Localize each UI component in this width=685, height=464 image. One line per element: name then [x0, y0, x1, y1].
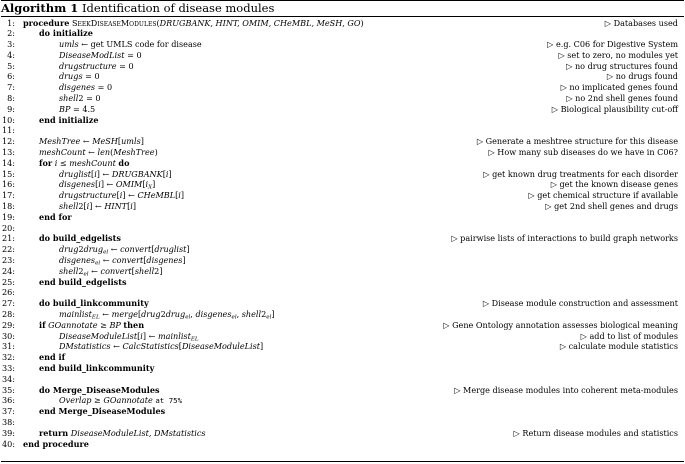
algorithm-line: [1, 223, 684, 234]
line-code: if GOannotate ≥ BP then: [39, 319, 145, 330]
algorithm-box: [1, 0, 684, 462]
algorithm-line: [1, 18, 684, 29]
line-code: end if: [39, 352, 66, 363]
line-number: 26:: [1, 287, 15, 298]
line-code: BP = 4.5: [59, 103, 96, 114]
line-number: 40:: [1, 438, 15, 449]
line-code: disgenes[i] ← $OMIM[i_X]$: [59, 179, 156, 191]
line-number: 28:: [1, 309, 15, 320]
algorithm-line: [1, 309, 684, 320]
caption-title: Identification of disease modules: [81, 1, 275, 15]
line-code: do build_edgelists: [39, 233, 121, 244]
line-code: for i ≤ meshCount do: [39, 157, 130, 168]
line-comment: ▷ get 2nd shell genes and drugs: [545, 201, 678, 212]
line-code: end build_linkcommunity: [39, 363, 155, 373]
line-number: 29:: [1, 319, 15, 330]
algorithm-line: [1, 320, 684, 331]
line-comment: ▷ add to list of modules: [580, 330, 678, 341]
algorithm-line: [1, 115, 684, 126]
line-comment: ▷ no 2nd shell genes found: [566, 93, 678, 104]
line-number: 27:: [1, 298, 15, 309]
line-code: umls ← get UMLS code for disease: [59, 39, 202, 50]
algorithm-line: [1, 212, 684, 223]
line-comment: ▷ get known drug treatments for each disorder: [483, 168, 678, 179]
line-comment: ▷ Disease module construction and assessment: [482, 298, 678, 309]
algorithm-line: [1, 266, 684, 277]
line-number: 15:: [1, 168, 15, 179]
algorithm-line: [1, 39, 684, 50]
line-number: 10:: [1, 114, 15, 125]
line-code: DMstatistics ← CalcStatistics[DiseaseModuleList]: [59, 341, 264, 352]
algorithm-line: [1, 331, 684, 342]
line-comment: ▷ How many sub diseases do we have in C06?: [488, 147, 678, 158]
line-number: 39:: [1, 427, 15, 438]
line-number: 33:: [1, 363, 15, 373]
line-number: 34:: [1, 373, 15, 384]
algorithm-line: [1, 82, 684, 93]
line-code: do build_linkcommunity: [39, 298, 149, 309]
line-code: procedure SeekDiseaseModules(DRUGBANK, HINT, OMIM, CHeMBL, MeSH, GO): [23, 17, 364, 28]
line-number: 7:: [7, 82, 15, 93]
line-number: 24:: [1, 265, 15, 276]
line-code: DiseaseModList = 0: [59, 49, 142, 60]
line-comment: ▷ set to zero, no modules yet: [558, 49, 678, 60]
line-number: 25:: [1, 276, 15, 287]
line-code: $shell2_{el}$ ← convert[shell2]: [59, 265, 163, 278]
line-code: end initialize: [39, 114, 99, 125]
line-code: end Merge_DiseaseModules: [39, 406, 166, 417]
line-number: 30:: [1, 330, 15, 341]
algorithm-line: [1, 439, 684, 450]
algorithm-line: [1, 147, 684, 158]
caption-label: Algorithm 1: [1, 1, 79, 15]
line-code: end for: [39, 211, 72, 222]
line-code: do Merge_DiseaseModules: [39, 384, 160, 395]
line-comment: ▷ Databases used: [604, 17, 678, 28]
algorithm-line: [1, 169, 684, 180]
line-code: drugstructure = 0: [59, 60, 134, 71]
line-number: 1:: [7, 17, 15, 28]
algorithm-line: [1, 417, 684, 428]
algorithm-line: [1, 406, 684, 417]
algorithm-line: [1, 298, 684, 309]
line-number: 19:: [1, 211, 15, 222]
line-number: 14:: [1, 157, 15, 168]
algorithm-line: [1, 61, 684, 72]
line-comment: ▷ no drugs found: [606, 71, 678, 82]
line-comment: ▷ get the known disease genes: [550, 179, 678, 190]
algorithm-lines: [1, 18, 684, 450]
algorithm-line: [1, 190, 684, 201]
line-code: shell2 = 0: [59, 93, 101, 104]
algorithm-line: [1, 385, 684, 396]
line-number: 9:: [7, 103, 15, 114]
line-code: mainlist$_{EL}$ ← merge[drug2drug$_{el}$, disgenes$_{el}$, $shell2_{el}$]: [59, 309, 275, 321]
algorithm-caption: [1, 1, 274, 16]
algorithm-line: [1, 28, 684, 39]
line-number: 13:: [1, 147, 15, 158]
algorithm-line: [1, 104, 684, 115]
algorithm-line: [1, 179, 684, 190]
line-comment: ▷ calculate module statistics: [559, 341, 678, 352]
algorithm-line: [1, 341, 684, 352]
line-number: 17:: [1, 190, 15, 201]
algorithm-line: [1, 395, 684, 406]
line-comment: ▷ Gene Ontology annotation assesses biological meaning: [443, 319, 678, 330]
line-number: 20:: [1, 222, 15, 233]
line-number: 22:: [1, 244, 15, 255]
line-code: disgenes$_{el}$ ← convert[disgenes]: [59, 255, 186, 267]
line-number: 36:: [1, 395, 15, 406]
line-number: 23:: [1, 255, 15, 266]
line-number: 31:: [1, 341, 15, 352]
algorithm-line: [1, 374, 684, 385]
algorithm-line: [1, 255, 684, 266]
algorithm-line: [1, 363, 684, 374]
line-comment: ▷ get chemical structure if available: [528, 190, 678, 201]
line-number: 12:: [1, 136, 15, 147]
algorithm-line: [1, 287, 684, 298]
line-number: 5:: [7, 60, 15, 71]
line-code: drugs = 0: [59, 71, 100, 82]
line-number: 21:: [1, 233, 15, 244]
line-code: shell2[i] ← HINT[i]: [59, 201, 137, 212]
line-comment: ▷ Return disease modules and statistics: [513, 427, 678, 438]
algorithm-line: [1, 71, 684, 82]
algorithm-line: [1, 201, 684, 212]
line-code: drugstructure[i] ← CHeMBL[i]: [59, 190, 185, 201]
line-code: Overlap ≥ GOannotate at 75%: [59, 395, 183, 406]
line-number: 11:: [1, 125, 15, 136]
line-code: DiseaseModuleList[i] ← mainlist$_{EL}$: [59, 330, 199, 343]
algorithm-line: [1, 244, 684, 255]
line-comment: ▷ e.g. C06 for Digestive System: [547, 39, 678, 50]
line-number: 37:: [1, 406, 15, 417]
line-number: 8:: [7, 93, 15, 104]
algorithm-line: [1, 352, 684, 363]
line-number: 4:: [7, 49, 15, 60]
line-code: MeshTree ← MeSH[umls]: [39, 136, 144, 147]
line-number: 35:: [1, 384, 15, 395]
algorithm-line: [1, 136, 684, 147]
line-code: disgenes = 0: [59, 82, 113, 93]
line-code: do initialize: [39, 28, 93, 39]
algorithm-line: [1, 158, 684, 169]
algorithm-line: [1, 428, 684, 439]
line-code: drug2drug$_{el}$ ← convert[druglist]: [59, 244, 190, 256]
line-number: 16:: [1, 179, 15, 190]
algorithm-line: [1, 50, 684, 61]
line-number: 18:: [1, 201, 15, 212]
line-code: druglist[i] ← DRUGBANK[i]: [59, 168, 172, 179]
line-comment: ▷ no implicated genes found: [560, 82, 678, 93]
line-number: 6:: [7, 71, 15, 82]
algorithm-line: [1, 125, 684, 136]
line-comment: ▷ pairwise lists of interactions to build graph networks: [451, 233, 678, 244]
line-number: 2:: [7, 28, 15, 39]
algorithm-line: [1, 233, 684, 244]
line-code: meshCount ← len(MeshTree): [39, 147, 158, 158]
line-comment: ▷ no drug structures found: [566, 60, 678, 71]
line-code: return DiseaseModuleList, DMstatistics: [39, 427, 206, 438]
line-comment: ▷ Merge disease modules into coherent meta-modules: [454, 384, 678, 395]
line-number: 38:: [1, 416, 15, 427]
line-number: 32:: [1, 352, 15, 363]
line-code: end build_edgelists: [39, 276, 127, 287]
bottom-rule: [1, 461, 684, 462]
line-comment: ▷ Generate a meshtree structure for this disease: [476, 136, 678, 147]
algorithm-line: [1, 93, 684, 104]
line-number: 3:: [7, 39, 15, 50]
line-code: end procedure: [23, 438, 89, 449]
line-comment: ▷ Biological plausibility cut-off: [551, 103, 678, 114]
algorithm-line: [1, 277, 684, 288]
